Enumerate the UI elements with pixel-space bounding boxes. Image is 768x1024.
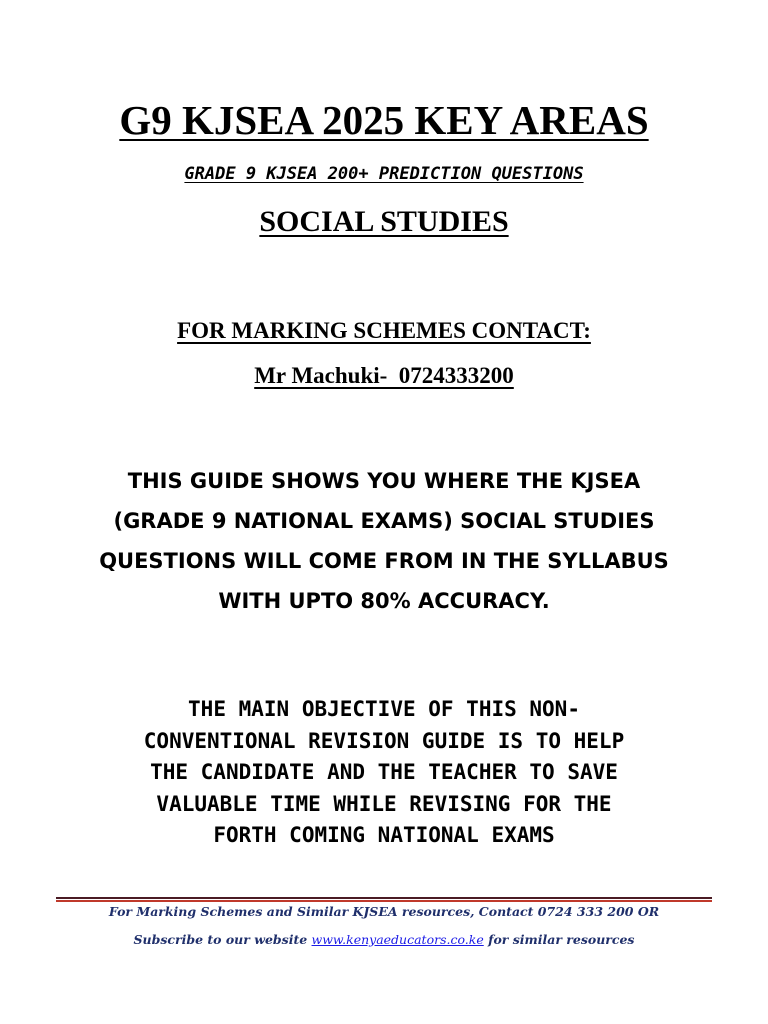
footer-subscribe-line [0, 931, 768, 949]
subject-heading: SOCIAL STUDIES [259, 205, 509, 238]
document-subtitle: GRADE 9 KJSEA 200+ PREDICTION QUESTIONS [184, 164, 584, 184]
contact-heading: FOR MARKING SCHEMES CONTACT: [177, 318, 591, 343]
guide-line: QUESTIONS WILL COME FROM IN THE SYLLABUS [99, 549, 669, 573]
footer-contact-line: For Marking Schemes and Similar KJSEA resources, Contact 0724 333 200 OR [108, 904, 660, 919]
objective-line: THE CANDIDATE AND THE TEACHER TO SAVE [150, 760, 618, 784]
objective-statement [84, 694, 684, 852]
footer-divider-dark [56, 897, 712, 899]
footer-subscribe-prefix: Subscribe to our website [133, 932, 312, 947]
website-link[interactable]: www.kenyaeducators.co.ke [311, 932, 484, 947]
objective-line: FORTH COMING NATIONAL EXAMS [213, 823, 555, 847]
objective-line: VALUABLE TIME WHILE REVISING FOR THE [156, 791, 612, 816]
objective-line: CONVENTIONAL REVISION GUIDE IS TO HELP [143, 728, 625, 753]
guide-statement [84, 461, 684, 621]
footer-subscribe-suffix: for similar resources [483, 932, 635, 947]
document-title: G9 KJSEA 2025 KEY AREAS [119, 97, 649, 143]
guide-line: (GRADE 9 NATIONAL EXAMS) SOCIAL STUDIES [113, 509, 655, 533]
guide-line: WITH UPTO 80% ACCURACY. [218, 589, 550, 613]
footer-divider-red [56, 900, 712, 902]
objective-line: THE MAIN OBJECTIVE OF THIS NON- [188, 697, 580, 721]
guide-line: THIS GUIDE SHOWS YOU WHERE THE KJSEA [127, 469, 641, 493]
contact-name: Mr Machuki- 0724333200 [254, 363, 514, 388]
